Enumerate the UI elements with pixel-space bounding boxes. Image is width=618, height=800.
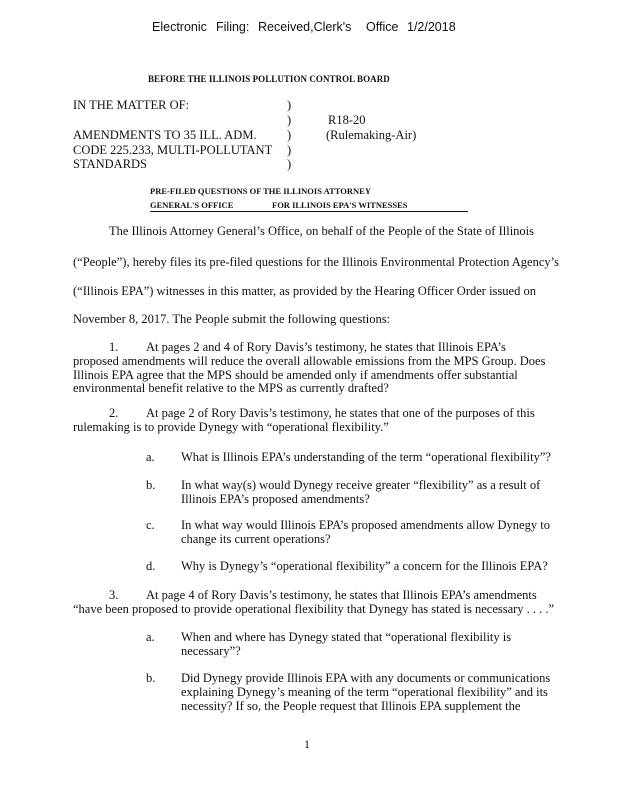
question-number: 3. (109, 588, 119, 602)
question-line: “have been proposed to provide operational flexibility that Dynegy has stated is necessary . . . .” (73, 602, 555, 616)
intro-line: November 8, 2017. The People submit the following questions: (73, 312, 391, 326)
stamp-date: 1/2/2018 (407, 20, 456, 34)
sub-question-line: What is Illinois EPA’s understanding of the term “operational flexibility”? (181, 450, 551, 464)
question-line: At page 2 of Rory Davis’s testimony, he states that one of the purposes of this (146, 406, 535, 420)
sub-question-line: Illinois EPA’s proposed amendments? (181, 492, 370, 506)
intro-line: (“People”), hereby files its pre-filed questions for the Illinois Environmental Protection Agency’s (73, 255, 559, 269)
sub-letter: d. (146, 559, 156, 573)
caption-line-1: IN THE MATTER OF: (73, 98, 190, 112)
stamp-electronic: Electronic (152, 20, 207, 34)
title-line-2a: GENERAL'S OFFICE (150, 200, 234, 210)
intro-line: The Illinois Attorney General’s Office, on behalf of the People of the State of Illinois (109, 224, 535, 238)
sub-letter: a. (146, 450, 155, 464)
caption-paren: ) (287, 143, 292, 157)
sub-question-line: In what way would Illinois EPA’s proposed amendments allow Dynegy to (181, 518, 550, 532)
question-line: rulemaking is to provide Dynegy with “operational flexibility.” (73, 420, 389, 434)
title-line-1: PRE-FILED QUESTIONS OF THE ILLINOIS ATTORNEY (150, 186, 371, 196)
question-line: Illinois EPA agree that the MPS should be amended only if amendments offer substantial (73, 368, 518, 382)
sub-question-line: When and where has Dynegy stated that “operational flexibility is (181, 630, 512, 644)
sub-question-line: explaining Dynegy’s meaning of the term “operational flexibility” and its (181, 685, 548, 699)
caption-line-4: CODE 225.233, MULTI-POLLUTANT (73, 143, 273, 157)
stamp-received: Received,Clerk's (258, 20, 352, 34)
title-underline (150, 211, 468, 212)
sub-question-line: Did Dynegy provide Illinois EPA with any documents or communications (181, 671, 551, 685)
intro-line: (“Illinois EPA”) witnesses in this matter, as provided by the Hearing Officer Order issued on (73, 284, 536, 298)
caption-paren: ) (287, 98, 292, 112)
docket-number: R18-20 (328, 113, 366, 127)
sub-question-line: change its current operations? (181, 532, 331, 546)
sub-letter: b. (146, 671, 156, 685)
caption-paren: ) (287, 157, 292, 171)
stamp-filing: Filing: (216, 20, 250, 34)
sub-letter: b. (146, 478, 156, 492)
question-line: environmental benefit relative to the MPS as currently drafted? (73, 381, 389, 395)
caption-paren: ) (287, 128, 292, 142)
question-number: 2. (109, 406, 119, 420)
stamp-office: Office (366, 20, 399, 34)
title-line-2b: FOR ILLINOIS EPA'S WITNESSES (272, 200, 408, 210)
page-number: 1 (304, 737, 310, 751)
sub-question-line: Why is Dynegy’s “operational flexibility” a concern for the Illinois EPA? (181, 559, 548, 573)
sub-question-line: In what way(s) would Dynegy receive greater “flexibility” as a result of (181, 478, 541, 492)
board-heading: BEFORE THE ILLINOIS POLLUTION CONTROL BOARD (148, 74, 390, 84)
caption-paren: ) (287, 113, 292, 127)
rulemaking-type: (Rulemaking-Air) (326, 128, 417, 142)
sub-letter: c. (146, 518, 155, 532)
sub-letter: a. (146, 630, 155, 644)
question-line: At page 4 of Rory Davis’s testimony, he states that Illinois EPA’s amendments (146, 588, 537, 602)
caption-line-3: AMENDMENTS TO 35 ILL. ADM. (73, 128, 257, 142)
sub-question-line: necessary”? (181, 644, 241, 658)
question-line: At pages 2 and 4 of Rory Davis’s testimony, he states that Illinois EPA’s (146, 340, 506, 354)
caption-line-5: STANDARDS (73, 157, 148, 171)
question-number: 1. (109, 340, 119, 354)
sub-question-line: necessity? If so, the People request that Illinois EPA supplement the (181, 699, 521, 713)
question-line: proposed amendments will reduce the overall allowable emissions from the MPS Group. Does (73, 354, 546, 368)
